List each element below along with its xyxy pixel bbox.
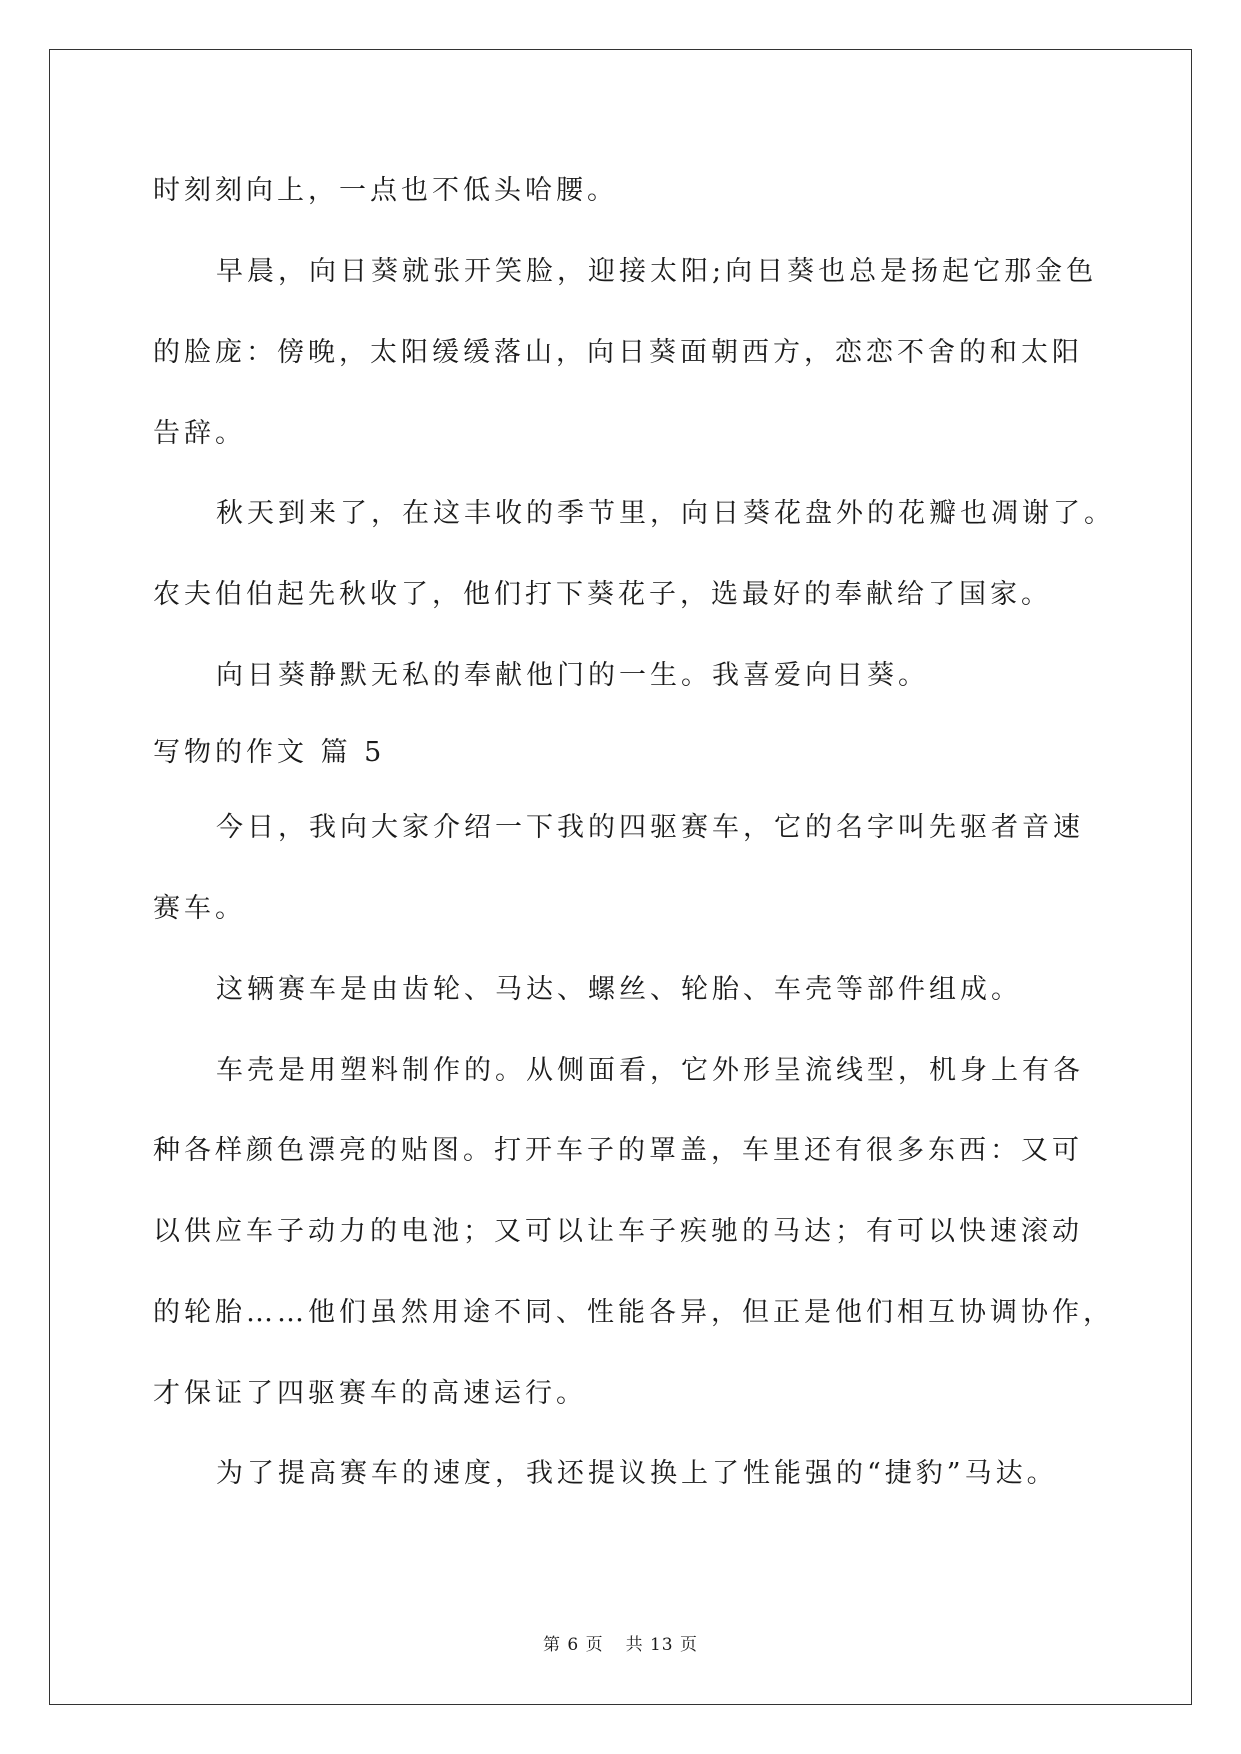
paragraph-line: 才保证了四驱赛车的高速运行。	[153, 1378, 587, 1409]
paragraph-line: 今日，我向大家介绍一下我的四驱赛车，它的名字叫先驱者音速	[216, 812, 1084, 843]
paragraph-line: 的轮胎……他们虽然用途不同、性能各异，但正是他们相互协调协作，	[153, 1297, 1114, 1328]
paragraph-line: 这辆赛车是由齿轮、马达、螺丝、轮胎、车壳等部件组成。	[216, 974, 1022, 1005]
paragraph-line: 秋天到来了，在这丰收的季节里，向日葵花盘外的花瓣也凋谢了。	[216, 498, 1115, 529]
paragraph-line: 时刻刻向上，一点也不低头哈腰。	[153, 175, 618, 206]
paragraph-line: 早晨，向日葵就张开笑脸，迎接太阳;向日葵也总是扬起它那金色	[216, 256, 1098, 287]
total-pages: 共 13 页	[625, 1635, 699, 1655]
current-page-number: 第 6 页	[542, 1635, 604, 1655]
paragraph-line: 向日葵静默无私的奉献他门的一生。我喜爱向日葵。	[216, 660, 929, 691]
paragraph-line: 车壳是用塑料制作的。从侧面看，它外形呈流线型，机身上有各	[216, 1055, 1084, 1086]
paragraph-line: 种各样颜色漂亮的贴图。打开车子的罩盖，车里还有很多东西：又可	[153, 1135, 1083, 1166]
paragraph-line: 以供应车子动力的电池；又可以让车子疾驰的马达；有可以快速滚动	[153, 1216, 1083, 1247]
page-footer	[0, 1630, 1241, 1655]
paragraph-line: 农夫伯伯起先秋收了，他们打下葵花子，选最好的奉献给了国家。	[153, 579, 1052, 610]
section-heading: 写物的作文 篇 5	[153, 737, 386, 768]
paragraph-line: 赛车。	[153, 893, 246, 924]
paragraph-line: 为了提高赛车的速度，我还提议换上了性能强的“捷豹”马达。	[216, 1458, 1058, 1489]
paragraph-line: 告辞。	[153, 418, 246, 449]
paragraph-line: 的脸庞：傍晚，太阳缓缓落山，向日葵面朝西方，恋恋不舍的和太阳	[153, 337, 1083, 368]
